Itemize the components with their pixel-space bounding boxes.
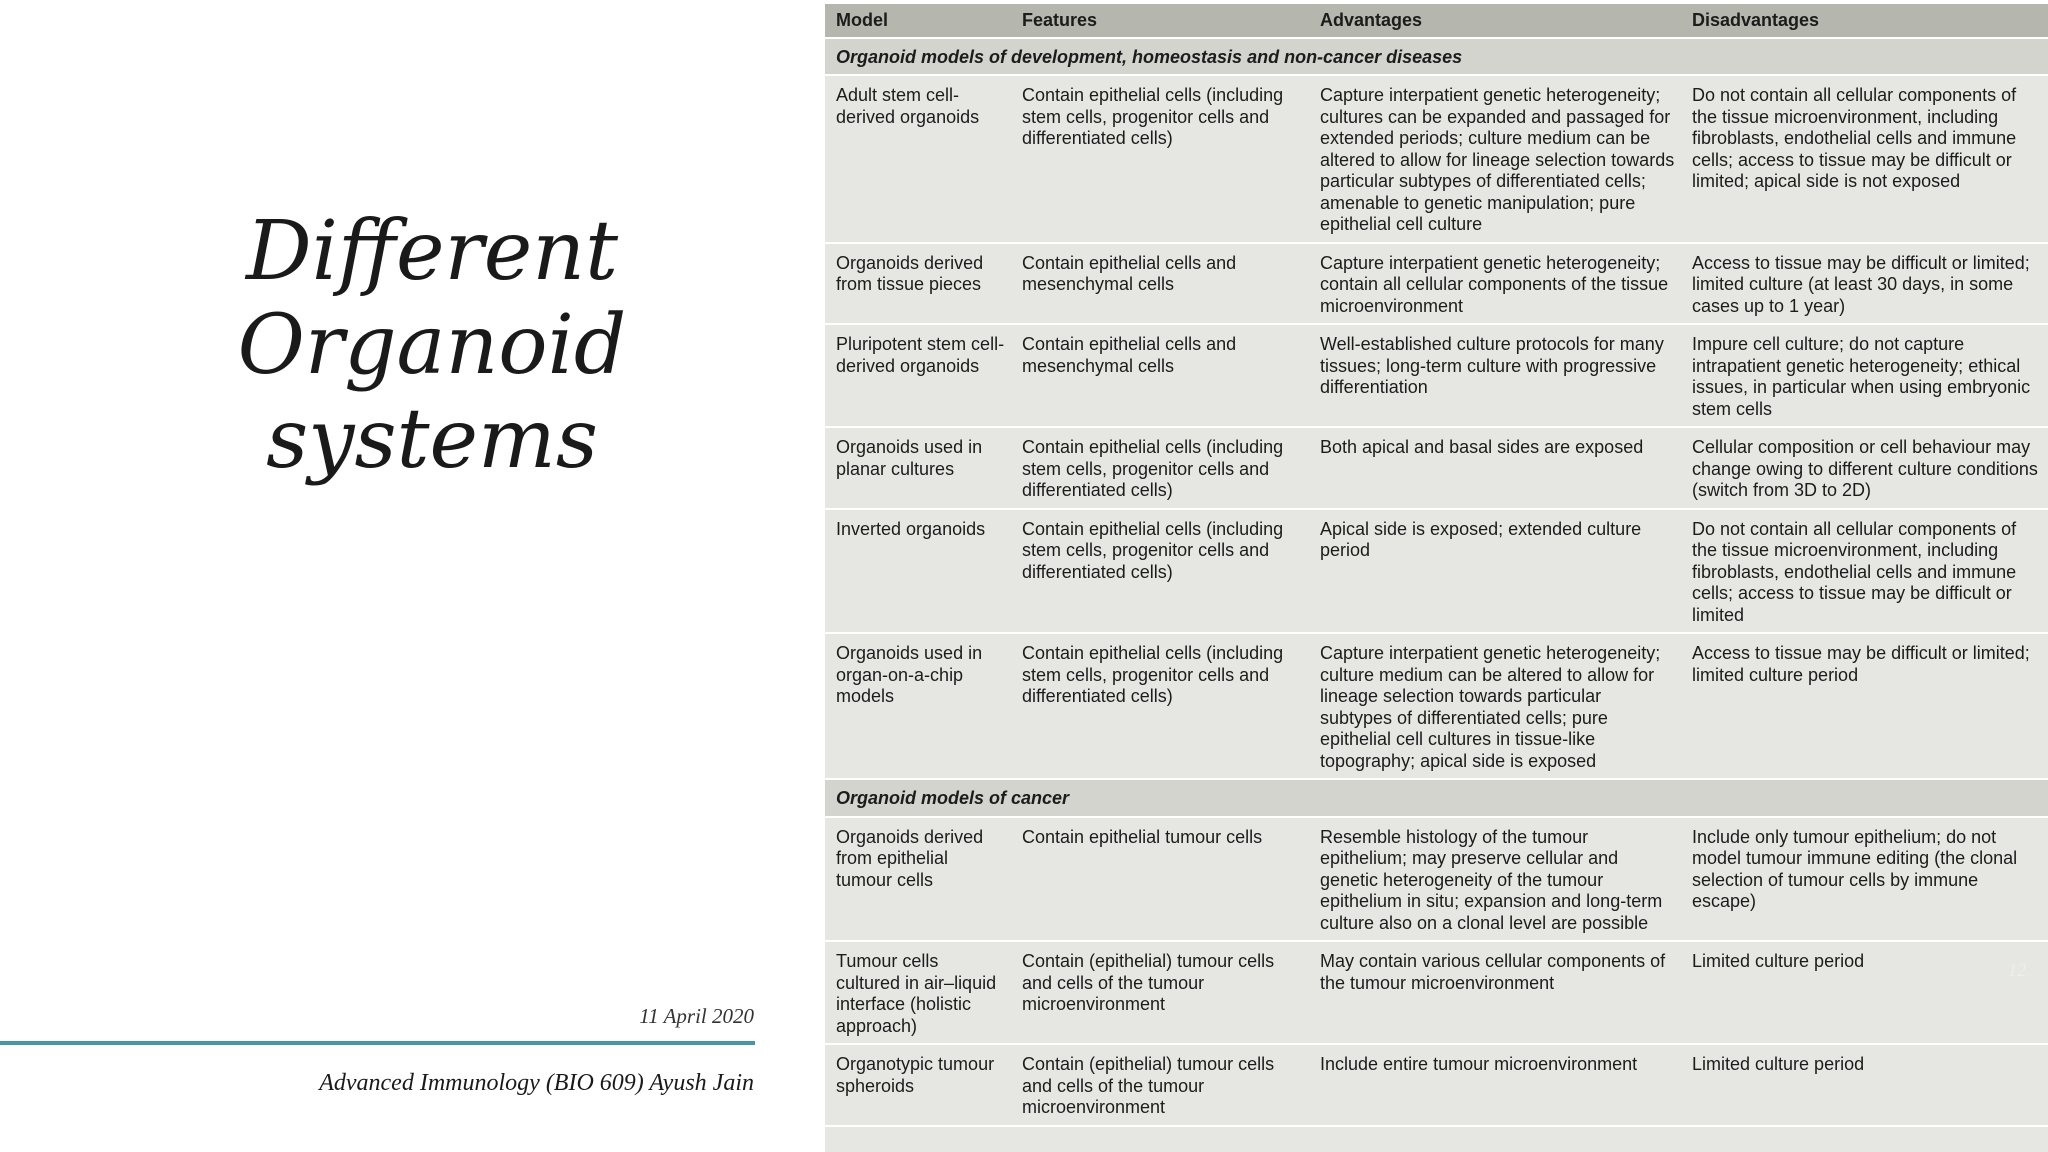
cell-features: Contain epithelial cells (including stem cells, progenitor cells and differentiated cells) [1011, 509, 1309, 634]
cell-disadvantages: Do not contain all cellular components of the tissue microenvironment, including fibroblasts, endothelial cells and immune cells; access to tissue may be difficult or limited; apical side is not exposed [1681, 75, 2048, 243]
header-advantages: Advantages [1309, 4, 1681, 38]
slide-title [222, 205, 642, 487]
cell-advantages: Include entire tumour microenvironment [1309, 1044, 1681, 1126]
table-row [825, 941, 2048, 1044]
cell-advantages: Well-established culture protocols for many tissues; long-term culture with progressive differentiation [1309, 324, 1681, 427]
table-header-row [825, 4, 2048, 38]
table-row [825, 817, 2048, 942]
cell-model: Pluripotent stem cell-derived organoids [825, 324, 1011, 427]
title-line-1: Different [245, 204, 619, 299]
cell-features: Contain epithelial cells (including stem cells, progenitor cells and differentiated cells) [1011, 427, 1309, 509]
table-row [825, 509, 2048, 634]
header-features: Features [1011, 4, 1309, 38]
cell-advantages: Both apical and basal sides are exposed [1309, 427, 1681, 509]
cell-disadvantages: Access to tissue may be difficult or limited; limited culture (at least 30 days, in some cases up to 1 year) [1681, 243, 2048, 325]
cell-features: Contain (epithelial) tumour cells and cells of the tumour microenvironment [1011, 1044, 1309, 1126]
cell-features: Contain (epithelial) tumour cells and cells of the tumour microenvironment [1011, 941, 1309, 1044]
cell-advantages: Capture interpatient genetic heterogeneity; culture medium can be altered to allow for lineage selection towards particular subtypes of differentiated cells; pure epithelial cell cultures in tissue-like topography; apical side is exposed [1309, 633, 1681, 779]
section-title: Organoid models of cancer [825, 779, 2048, 817]
page-number: 12 [2008, 960, 2026, 980]
cell-model: Organoids used in organ-on-a-chip models [825, 633, 1011, 779]
table-row [825, 75, 2048, 243]
cell-advantages: Apical side is exposed; extended culture period [1309, 509, 1681, 634]
table-row [825, 1044, 2048, 1126]
table-row [825, 633, 2048, 779]
slide-date: 11 April 2020 [639, 1004, 754, 1028]
cell-advantages: May contain various cellular components of the tumour microenvironment [1309, 941, 1681, 1044]
cell-features: Contain epithelial cells and mesenchymal cells [1011, 243, 1309, 325]
cell-model: Adult stem cell-derived organoids [825, 75, 1011, 243]
section-title: Organoid models of development, homeostasis and non-cancer diseases [825, 38, 2048, 76]
comparison-table [825, 4, 2048, 1127]
cell-model: Organotypic tumour spheroids [825, 1044, 1011, 1126]
cell-model: Tumour cells cultured in air–liquid interface (holistic approach) [825, 941, 1011, 1044]
title-line-3: systems [266, 392, 598, 487]
cell-features: Contain epithelial cells and mesenchymal cells [1011, 324, 1309, 427]
cell-advantages: Capture interpatient genetic heterogeneity; cultures can be expanded and passaged for extended periods; culture medium can be altered to allow for lineage selection towards particular subtypes of differentiated cells; amenable to genetic manipulation; pure epithelial cell culture [1309, 75, 1681, 243]
cell-model: Organoids derived from tissue pieces [825, 243, 1011, 325]
table-row [825, 324, 2048, 427]
cell-disadvantages: Do not contain all cellular components of the tissue microenvironment, including fibroblasts, endothelial cells and immune cells; access to tissue may be difficult or limited [1681, 509, 2048, 634]
cell-advantages: Capture interpatient genetic heterogeneity; contain all cellular components of the tissue microenvironment [1309, 243, 1681, 325]
cell-features: Contain epithelial cells (including stem cells, progenitor cells and differentiated cells) [1011, 633, 1309, 779]
table-row [825, 427, 2048, 509]
slide-footer: Advanced Immunology (BIO 609) Ayush Jain [319, 1070, 754, 1096]
cell-model: Organoids derived from epithelial tumour cells [825, 817, 1011, 942]
cell-disadvantages: Access to tissue may be difficult or limited; limited culture period [1681, 633, 2048, 779]
cell-disadvantages: Include only tumour epithelium; do not model tumour immune editing (the clonal selection of tumour cells by immune escape) [1681, 817, 2048, 942]
footer-divider [0, 1041, 755, 1045]
cell-disadvantages: Limited culture period [1681, 941, 2048, 1044]
cell-advantages: Resemble histology of the tumour epithelium; may preserve cellular and genetic heterogeneity of the tumour epithelium in situ; expansion and long-term culture also on a clonal level are possible [1309, 817, 1681, 942]
cell-model: Organoids used in planar cultures [825, 427, 1011, 509]
header-model: Model [825, 4, 1011, 38]
title-line-2: Organoid [237, 298, 627, 393]
cell-disadvantages: Impure cell culture; do not capture intrapatient genetic heterogeneity; ethical issues, in particular when using embryonic stem cells [1681, 324, 2048, 427]
cell-features: Contain epithelial tumour cells [1011, 817, 1309, 942]
organoid-comparison-table [825, 4, 2048, 1152]
header-disadvantages: Disadvantages [1681, 4, 2048, 38]
table-row [825, 243, 2048, 325]
cell-disadvantages: Limited culture period [1681, 1044, 2048, 1126]
cell-model: Inverted organoids [825, 509, 1011, 634]
section-header-row [825, 779, 2048, 817]
section-header-row [825, 38, 2048, 76]
cell-disadvantages: Cellular composition or cell behaviour may change owing to different culture conditions (switch from 3D to 2D) [1681, 427, 2048, 509]
cell-features: Contain epithelial cells (including stem cells, progenitor cells and differentiated cells) [1011, 75, 1309, 243]
